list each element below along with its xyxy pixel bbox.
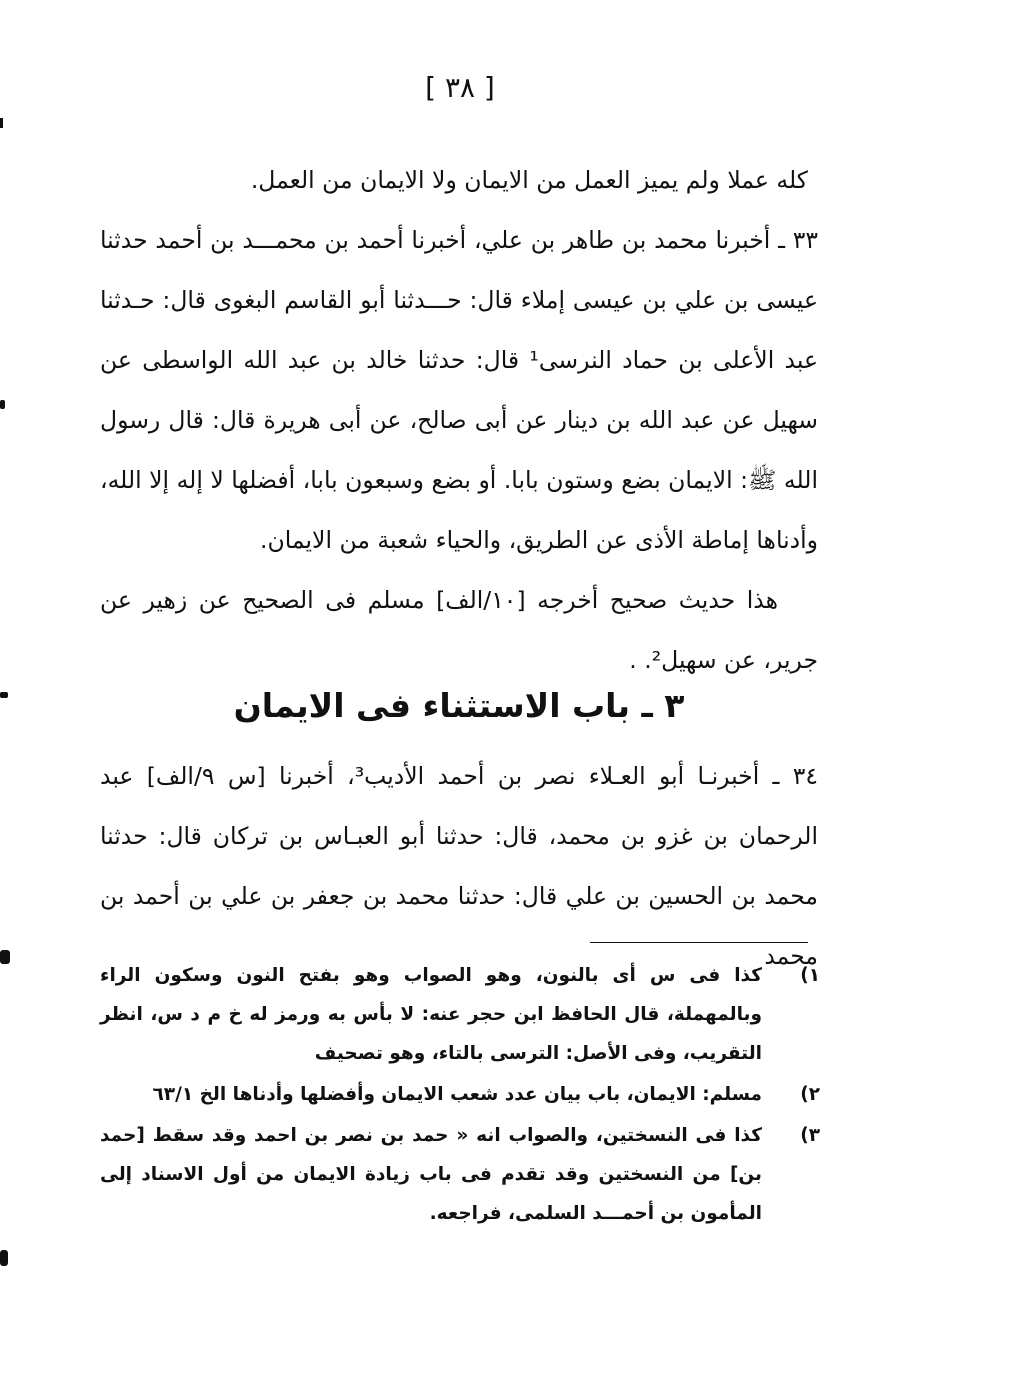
scan-mark (0, 692, 8, 698)
paragraph-hadith-34: ٣٤ ـ أخبرنـا أبو العـلاء نصر بن أحمد الأديب³، أخبرنا [س ٩/الف] عبد الرحمان بن غزو بن محمد، قال: حدثنا أبو العبـاس بن تركان قال: حدثنا محمد بن الحسين بن علي قال: حدثنا محمد بن جعفر بن علي بن أحمد بن محمد (100, 762, 818, 970)
footnote-divider (590, 942, 808, 943)
scan-mark (0, 1250, 8, 1266)
footnote-text: كذا فى س أى بالنون، وهو الصواب وهو بفتح النون وسكون الراء وبالمهملة، قال الحافظ ابن حجر عنه: لا بأس به ورمز له خ م د س، انظر التقريب، وفى الأصل: الترسى بالتاء، وهو تصحيف (100, 965, 762, 1064)
scan-mark (0, 118, 3, 128)
scan-mark (0, 400, 5, 409)
footnote-2 (100, 1075, 820, 1114)
footnote-number: ٣) (800, 1125, 820, 1146)
main-text-block (100, 150, 818, 690)
footnote-number: ٢) (800, 1084, 820, 1105)
paragraph-hadith-33: ٣٣ ـ أخبرنا محمد بن طاهر بن علي، أخبرنا أحمد بن محمـــد بن أحمد حدثنا عيسى بن علي بن عيسى إملاء قال: حـــدثنا أبو القاسم البغوى قال: حـدثنا عبد الأعلى بن حماد النرسى¹ قال: حدثنا خالد بن عبد الله الواسطى عن سهيل عن عبد الله بن دينار عن أبى صالح، عن أبى هريرة قال: قال رسول الله ﷺ: الايمان بضع وستون بابا. أو بضع وسبعون بابا، أفضلها لا إله إلا الله، وأدناها إماطة الأذى عن الطريق، والحياء شعبة من الايمان. (100, 226, 818, 554)
footnote-3 (100, 1116, 820, 1233)
page-number: [ ٣٨ ] (425, 71, 495, 104)
paragraph-commentary: هذا حديث صحيح أخرجه [١٠/الف] مسلم فى الصحيح عن زهير عن جرير، عن سهيل². . (100, 586, 818, 674)
footnote-1 (100, 956, 820, 1073)
scan-mark (0, 950, 10, 964)
paragraph-intro: كله عملا ولم يميز العمل من الايمان ولا الايمان من العمل. (250, 166, 808, 194)
footnote-text: مسلم: الايمان، باب بيان عدد شعب الايمان وأفضلها وأدناها الخ ٦٣/١ (152, 1084, 762, 1105)
section-heading: ٣ ـ باب الاستثناء فى الايمان (233, 686, 685, 725)
footnote-number: ١) (800, 965, 820, 986)
footnote-text: كذا فى النسختين، والصواب انه « حمد بن نصر بن احمد وقد سقط [حمد بن] من النسختين وقد تقدم فى باب زيادة الايمان من أول الاسناد إلى المأمون بن أحمـــد السلمى، فراجعه. (100, 1125, 762, 1224)
main-text-block-2 (100, 746, 818, 986)
footnotes (100, 956, 820, 1235)
